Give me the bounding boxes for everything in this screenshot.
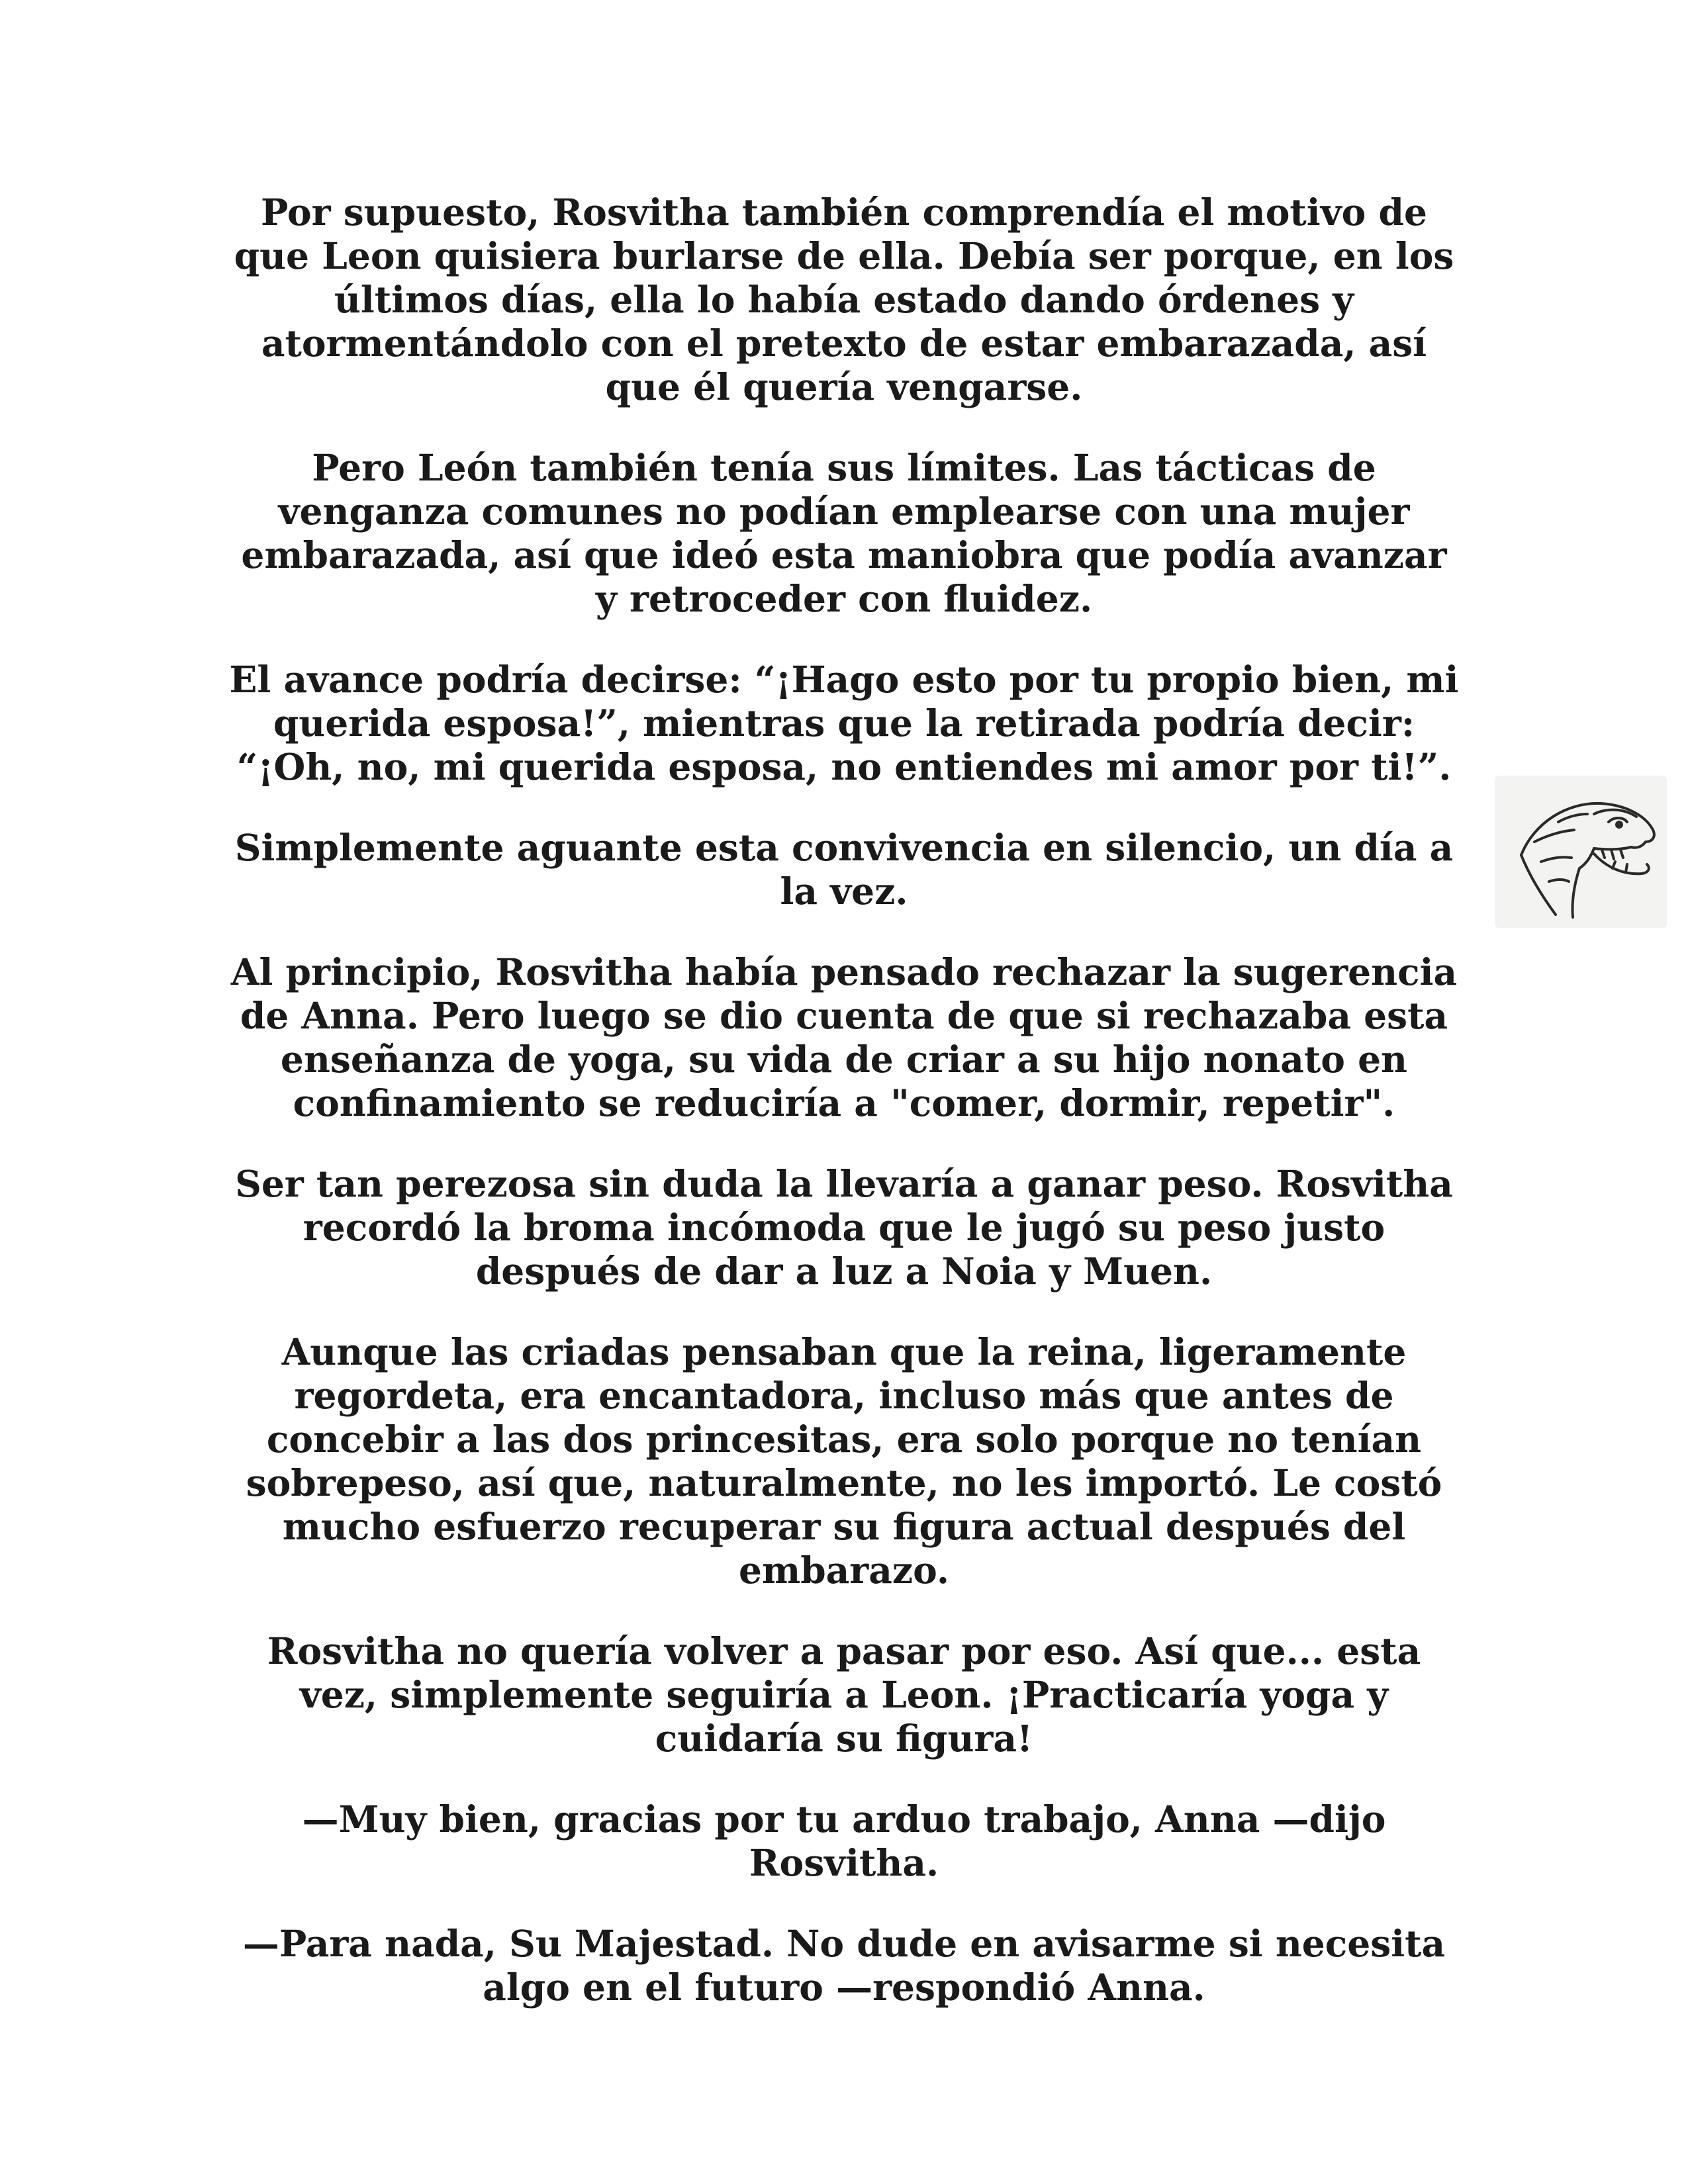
- paragraph-7: Aunque las criadas pensaban que la reina, ligeramente regordeta, era encantadora, incluso más que antes de concebir a las dos princesitas, era solo porque no tenían sobrepeso, así que, naturalmente, no les importó. Le costó mucho esfuerzo recuperar su figura actual después del embarazo.: [246, 1330, 1442, 1592]
- body-text: [225, 191, 1463, 2046]
- paragraph-5: Al principio, Rosvitha había pensado rechazar la sugerencia de Anna. Pero luego se dio cuenta de que si rechazaba esta enseñanza de yoga, su vida de criar a su hijo nonato en confinamiento se reduciría a "comer, dormir, repetir".: [230, 950, 1458, 1124]
- paragraph-1: Por supuesto, Rosvitha también comprendía el motivo de que Leon quisiera burlarse de ella. Debía ser porque, en los últimos días, ella lo había estado dando órdenes y atormentándolo con el pretexto de estar embarazada, así que él quería vengarse.: [234, 191, 1454, 408]
- paragraph-2: Pero León también tenía sus límites. Las tácticas de venganza comunes no podían emplearse con una mujer embarazada, así que ideó esta maniobra que podía avanzar y retroceder con fluidez.: [241, 446, 1447, 620]
- paragraph-4: Simplemente aguante esta convivencia en silencio, un día a la vez.: [234, 826, 1454, 913]
- paragraph-10: —Para nada, Su Majestad. No dude en avisarme si necesita algo en el futuro —respondió Anna.: [242, 1922, 1446, 2009]
- paragraph-3: El avance podría decirse: “¡Hago esto por tu propio bien, mi querida esposa!”, mientras que la retirada podría decir: “¡Oh, no, mi querida esposa, no entiendes mi amor por ti!”.: [229, 658, 1459, 788]
- paragraph-6: Ser tan perezosa sin duda la llevaría a ganar peso. Rosvitha recordó la broma incómoda que le jugó su peso justo después de dar a luz a Noia y Muen.: [235, 1162, 1453, 1293]
- paragraph-9: —Muy bien, gracias por tu arduo trabajo, Anna —dijo Rosvitha.: [302, 1797, 1386, 1884]
- paragraph-8: Rosvitha no quería volver a pasar por eso. Así que... esta vez, simplemente seguiría a Leon. ¡Practicaría yoga y cuidaría su figura!: [267, 1629, 1421, 1760]
- dinosaur-head-sketch-icon: [1495, 776, 1667, 928]
